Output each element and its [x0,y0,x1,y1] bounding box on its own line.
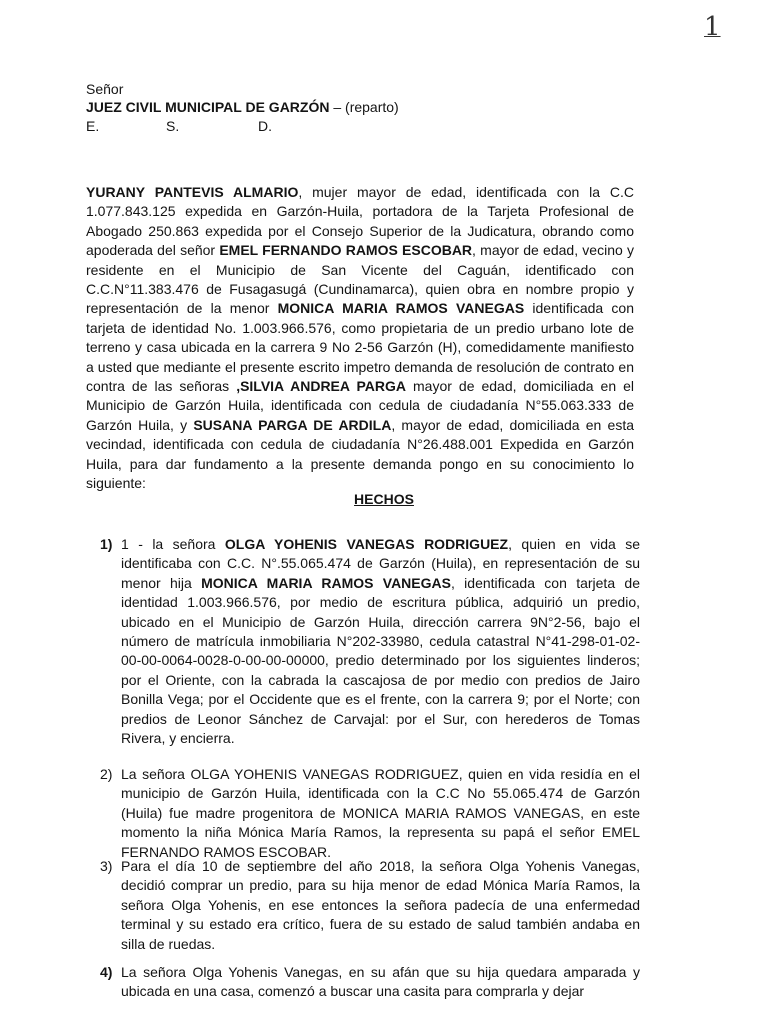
attorney-name: YURANY PANTEVIS ALMARIO [86,184,299,200]
fact-1-text-2: , quien en vida se identificaba con C.C. N°.55.065.474 de Garzón (Huila), en representación de su menor hija [121,536,640,591]
fact-1-text-1: 1 - la señora [121,536,225,552]
fact-text: La señora OLGA YOHENIS VANEGAS RODRIGUEZ, quien en vida residía en el municipio de Garzón Huila, identificada con la C.C No 55.065.474 de Garzón (Huila) fue madre progenitora de MONICA MARIA RAMOS VANEGAS, en este momento la niña Mónica María Ramos, la representa su papá el señor EMEL FERNANDO RAMOS ESCOBAR. [121,766,640,860]
defendant-1-name: ,SILVIA ANDREA PARGA [236,378,407,395]
fact-number: 1) [100,536,113,552]
salutation: Señor [86,81,124,97]
court-line [86,98,399,116]
intro-text-5: , mayor de edad, domiciliada en esta vecindad, identificada con cedula de ciudadanía N°26.488.001 Expedida en Garzón Huila, para dar fundamento a la presente demanda pongo en su conocimiento lo siguiente: [86,416,634,492]
esd-e: E. [86,118,100,134]
fact-1-text-3: , identificada con tarjeta de identidad 1.003.966.576, por medio de escritura pública, adquirió un predio, ubicado en el Municipio de Garzón Huila, dirección carrera 9N°2-56, bajo el número de matrícula inmobiliaria N°202-33980, cedula catastral N°41-298-01-02-00-00-0064-0028-0-00-00-00000, predio determinado por los siguientes linderos; por el Oriente, con la cabrada la cascajosa de por medio con predios de Jairo Bonilla Vega; por el Occidente que es el frente, con la carrera 9; por el Norte; con predios de Leonor Sánchez de Carvajal: por el Sur, con herederos de Tomas Rivera, y encierra. [121,574,640,747]
fact-item [100,857,640,954]
reparto-note: – (reparto) [329,99,399,115]
intro-text-3: identificada con tarjeta de identidad No. 1.003.966.576, como propietaria de un predio urbano lote de terreno y casa ubicada en la carrera 9 No 2-56 Garzón (H), comedidamente manifiesto a usted que mediante el presente escrito impetro demanda de resolución de contrato en contra de las señoras [86,300,634,395]
fact-text: Para el día 10 de septiembre del año 2018, la señora Olga Yohenis Vanegas, decidió comprar un predio, para su hija menor de edad Mónica María Ramos, la señora Olga Yohenis, en ese entonces la señora padecía de una enfermedad terminal y su estado era crítico, fuera de su estado de salud también andaba en silla de ruedas. [121,858,640,952]
fact-text: La señora Olga Yohenis Vanegas, en su afán que su hija quedara amparada y ubicada en una casa, comenzó a buscar una casita para comprarla y dejar [121,964,640,1000]
intro-paragraph [86,183,634,494]
minor-name: MONICA MARIA RAMOS VANEGAS [277,300,525,317]
fact-item [100,963,640,1002]
fact-item [100,765,640,862]
intro-text-4: mayor de edad, domiciliada en el Municipio de Garzón Huila, identificada con cedula de ciudadanía N°55.063.333 de Garzón Huila, y [86,378,635,433]
section-title: HECHOS [354,491,414,507]
addressee-header [86,80,399,135]
client-name: EMEL FERNANDO RAMOS ESCOBAR [219,242,473,259]
fact-text [121,535,640,748]
fact-item [100,535,640,748]
fact-number: 2) [100,766,113,782]
defendant-2-name: SUSANA PARGA DE ARDILA [193,416,392,433]
esd-d: D. [258,118,272,134]
fact-number: 3) [100,858,113,874]
intro-text-1: , mujer mayor de edad, identificada con la C.C 1.077.843.125 expedida en Garzón-Huila, portadora de la Tarjeta Profesional de Abogado 250.863 expedida por el Consejo Superior de la Judicatura, obrando como apoderada del señor [86,184,634,259]
fact-number: 4) [100,964,113,980]
fact-1-bold-2: MONICA MARIA RAMOS VANEGAS [201,574,451,591]
intro-text-2: , mayor de edad, vecino y residente en el Municipio de San Vicente del Caguán, identificado con C.C.N°11.383.476 de Fusagasugá (Cundinamarca), quien obra en nombre propio y representación de la menor [86,242,634,317]
court-name: JUEZ CIVIL MUNICIPAL DE GARZÓN [86,99,330,115]
esd-line [86,117,399,135]
fact-1-bold-1: OLGA YOHENIS VANEGAS RODRIGUEZ [224,536,509,552]
page-number: 1 [704,12,721,42]
esd-s: S. [166,118,180,134]
